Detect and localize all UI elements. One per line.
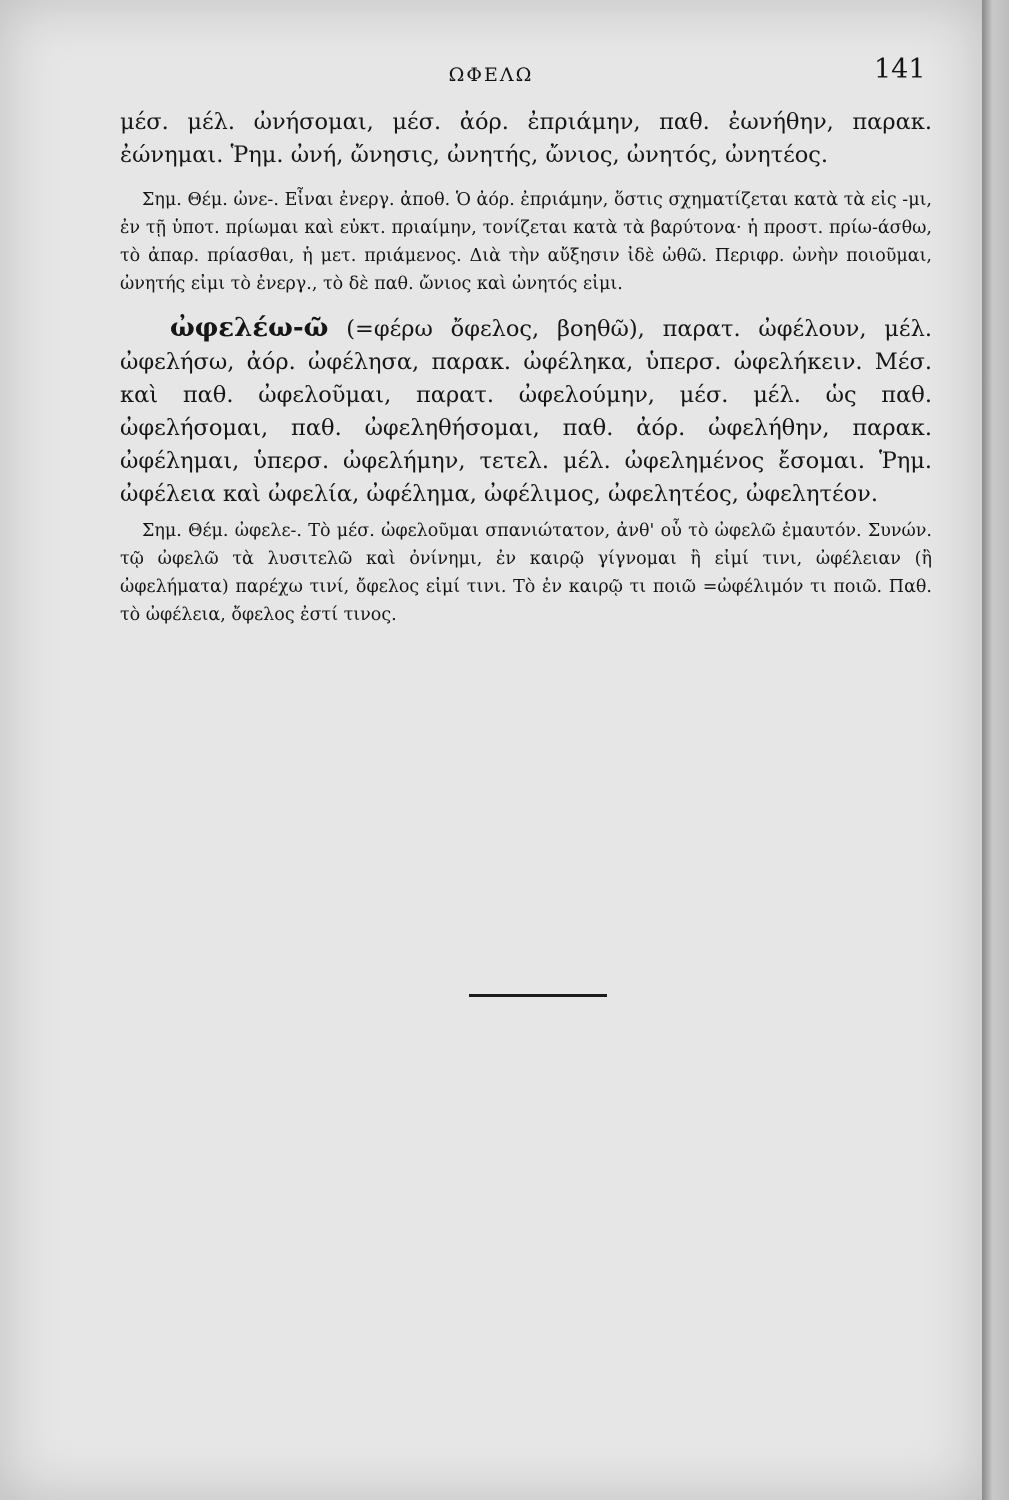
page-edge xyxy=(982,0,1009,1500)
entry-paragraph-ophelo xyxy=(120,312,932,511)
page-number: 141 xyxy=(874,54,926,85)
entry-headword: ὠφελέω-ῶ xyxy=(170,313,329,343)
note-paragraph-onoumai: Σημ. Θέμ. ὠνε-. Εἶναι ἐνεργ. ἀποθ. Ὁ ἀόρ. ἐπριάμην, ὅστις σχηματίζεται κατὰ τὰ εἰς -μι, ἐν τῇ ὑποτ. πρίωμαι καὶ εὐκτ. πριαίμην, τονίζεται κατὰ τὰ βαρύτονα· ἡ προστ. πρίω-άσθω, τὸ ἀπαρ. πρίασθαι, ἡ μετ. πριάμενος. Διὰ τὴν αὔξησιν ἰδὲ ὠθῶ. Περιφρ. ὠνὴν ποιοῦμαι, ὠνητής εἰμι τὸ ἐνεργ., τὸ δὲ παθ. ὤνιος καὶ ὠνητός εἰμι. xyxy=(120,190,932,294)
end-rule xyxy=(469,994,607,997)
continuation-paragraph: μέσ. μέλ. ὠνήσομαι, μέσ. ἀόρ. ἐπριάμην, παθ. ἐωνήθην, παρακ. ἐώνημαι. Ῥημ. ὠνή, ὤνησις, ὠνητής, ὤνιος, ὠνητός, ὠνητέος. xyxy=(120,109,932,168)
note-paragraph-ophelo: Σημ. Θέμ. ὠφελε-. Τὸ μέσ. ὠφελοῦμαι σπανιώτατον, ἀνθ' οὗ τὸ ὠφελῶ ἐμαυτόν. Συνών. τῷ ὠφελῶ τὰ λυσιτελῶ καὶ ὀνίνημι, ἐν καιρῷ γίγνομαι ἢ εἰμί τινι, ὠφέλειαν (ἢ ὠφελήματα) παρέχω τινί, ὄφελος εἰμί τινι. Τὸ ἐν καιρῷ τι ποιῶ =ὠφέλιμόν τι ποιῶ. Παθ. τὸ ὠφέλεια, ὄφελος ἐστί τινος. xyxy=(120,521,932,625)
running-head: ΩΦΕΛΩ xyxy=(448,64,534,86)
entry-body: (=φέρω ὄφελος, βοηθῶ), παρατ. ὠφέλουν, μέλ. ὠφελήσω, ἀόρ. ὠφέλησα, παρακ. ὠφέληκα, ὑπερσ. ὠφελήκειν. Μέσ. καὶ παθ. ὠφελοῦμαι, παρατ. ὠφελούμην, μέσ. μέλ. ὡς παθ. ὠφελήσομαι, παθ. ὠφεληθήσομαι, παθ. ἀόρ. ὠφελήθην, παρακ. ὠφέλημαι, ὑπερσ. ὠφελήμην, τετελ. μέλ. ὠφελημένος ἔσομαι. Ῥημ. ὠφέλεια καὶ ὠφελία, ὠφέλημα, ὠφέλιμος, ὠφελητέος, ὠφελητέον. xyxy=(120,316,932,507)
page-body xyxy=(120,106,932,629)
